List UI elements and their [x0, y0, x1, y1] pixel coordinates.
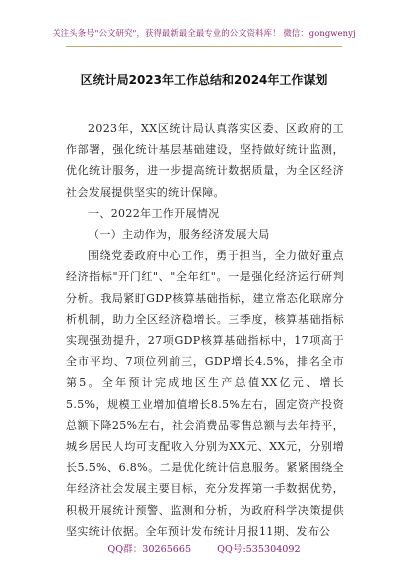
footer-qq-number: QQ号:535304092	[217, 544, 301, 555]
subsection-heading: （一）主动作为，服务经济发展大局	[88, 228, 270, 242]
header-note: 关注头条号"公文研究"，获得最新最全最专业的公文资料库！ 微信：gongwenyj	[52, 28, 356, 38]
footer-contact	[0, 541, 408, 555]
section-heading: 一、2022年工作开展情况	[88, 206, 220, 220]
body-paragraph: 围绕党委政府中心工作，勇于担当，全力做好重点经济指标"开门红"、"全年红"。一是强化经济运行研判分析。我局紧盯GDP核算基础指标，建立常态化联席分析机制，助力全区经济稳增长。三季度，核算基础指标实现强劲提升，27项GDP核算基础指标中，17项高于全市平均、7项位列前三，GDP增长4.5%，排名全市第5。全年预计完成地区生产总值XX亿元、增长5.5%，规模工业增加值增长8.5%左右，固定资产投资总额下降25%左右，社会消费品零售总额与去年持平，城乡居民人均可支配收入分别为XX元、XX元，分别增长5.5%、6.8%。二是优化统计信息服务。紧紧围绕全年经济社会发展主要目标，充分发挥第一手数据优势，积极开展统计预警、监测和分析，为政府科学决策提供坚实统计依据。全年预计发布统计月报11期、发布公	[66, 249, 344, 538]
intro-paragraph: 2023年，XX区统计局认真落实区委、区政府的工作部署，强化统计基层基础建设，坚持做好统计监测，优化统计服务，进一步提高统计数据质量，为全区经济社会发展提供坚实的统计保障。	[66, 122, 344, 199]
header-divider	[66, 46, 342, 47]
document-title: 区统计局2023年工作总结和2024年工作谋划	[80, 73, 328, 87]
footer-qq-group: QQ群：30265665	[107, 544, 192, 555]
document-body	[66, 118, 344, 542]
